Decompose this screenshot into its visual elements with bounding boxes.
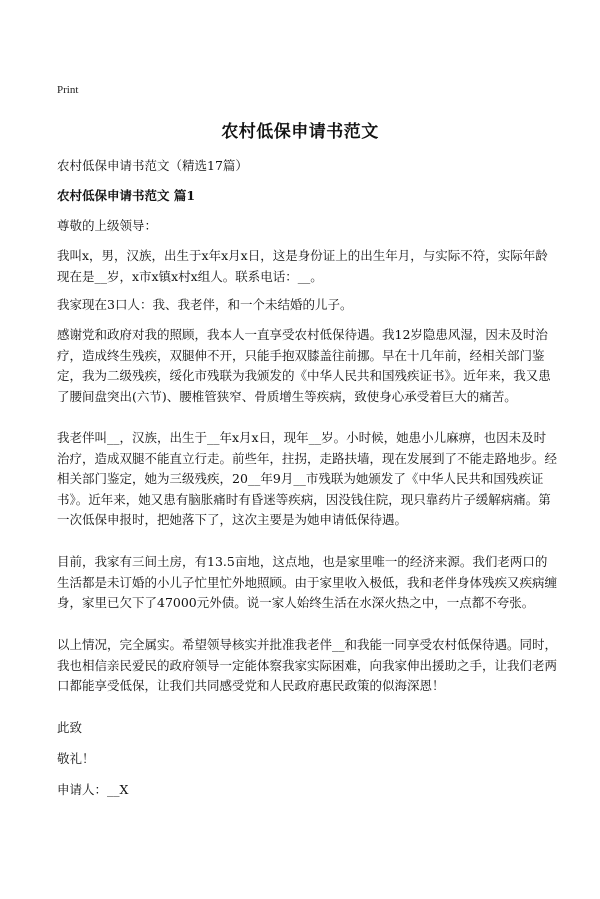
- subtitle: 农村低保申请书范文（精选17篇）: [57, 158, 248, 173]
- paragraph-household-economy: 目前，我家有三间土房，有13.5亩地，这点地，也是家里唯一的经济来源。我们老两口的生活都是未订婚的小儿子忙里忙外地照顾。由于家里收入极低，我和老伴身体残疾又疾病缠身，家里已欠下了47000元外债。说一家人始终生活在水深火热之中，一点都不夸张。: [57, 554, 558, 610]
- closing-salutation: 此致: [57, 720, 83, 735]
- paragraph-family: 我家现在3口人：我、我老伴，和一个未结婚的儿子。: [57, 297, 353, 312]
- paragraph-self-condition: 感谢党和政府对我的照顾，我本人一直享受农村低保待遇。我12岁隐患风湿，因未及时治疗，造成终生残疾，双腿伸不开，只能手抱双膝盖往前挪。早在十几年前，经相关部门鉴定，我为二级残疾，绥化市残联为我颁发的《中华人民共和国残疾证书》。近年来，我又患了腰间盘突出(六节)、腰椎管狭窄、骨质增生等疾病，致使身心承受着巨大的痛苦。: [57, 327, 551, 404]
- section-heading: 农村低保申请书范文 篇1: [57, 188, 196, 203]
- page-title: 农村低保申请书范文: [221, 122, 379, 142]
- paragraph-request: 以上情况，完全属实。希望领导核实并批准我老伴__和我能一同享受农村低保待遇。同时，我也相信亲民爱民的政府领导一定能体察我家实际困难，向我家伸出援助之手，让我们老两口都能享受低保，让我们共同感受党和人民政府惠民政策的似海深恩！: [57, 637, 558, 693]
- paragraph-spouse-condition: 我老伴叫__，汉族，出生于__年x月x日，现年__岁。小时候，她患小儿麻痹，也因未及时治疗，造成双腿不能直立行走。前些年，拄拐，走路扶墙，现在发展到了不能走路地步。经相关部门鉴定，她为三级残疾，20__年9月__市残联为她颁发了《中华人民共和国残疾证书》。近年来，她又患有脑胀痛时有昏迷等疾病，因没钱住院，现只靠药片子缓解病痛。第一次低保申报时，把她落下了，这次主要是为她申请低保待遇。: [57, 430, 558, 527]
- print-link[interactable]: Print: [57, 84, 79, 96]
- greeting: 尊敬的上级领导：: [57, 218, 158, 233]
- applicant-signature-line: 申请人：__X: [57, 782, 129, 797]
- closing-regards: 敬礼！: [57, 751, 95, 766]
- paragraph-identity: 我叫x，男，汉族，出生于x年x月x日，这是身份证上的出生年月，与实际不符，实际年龄现在是__岁，x市x镇x村x组人。联系电话：__。: [57, 248, 548, 284]
